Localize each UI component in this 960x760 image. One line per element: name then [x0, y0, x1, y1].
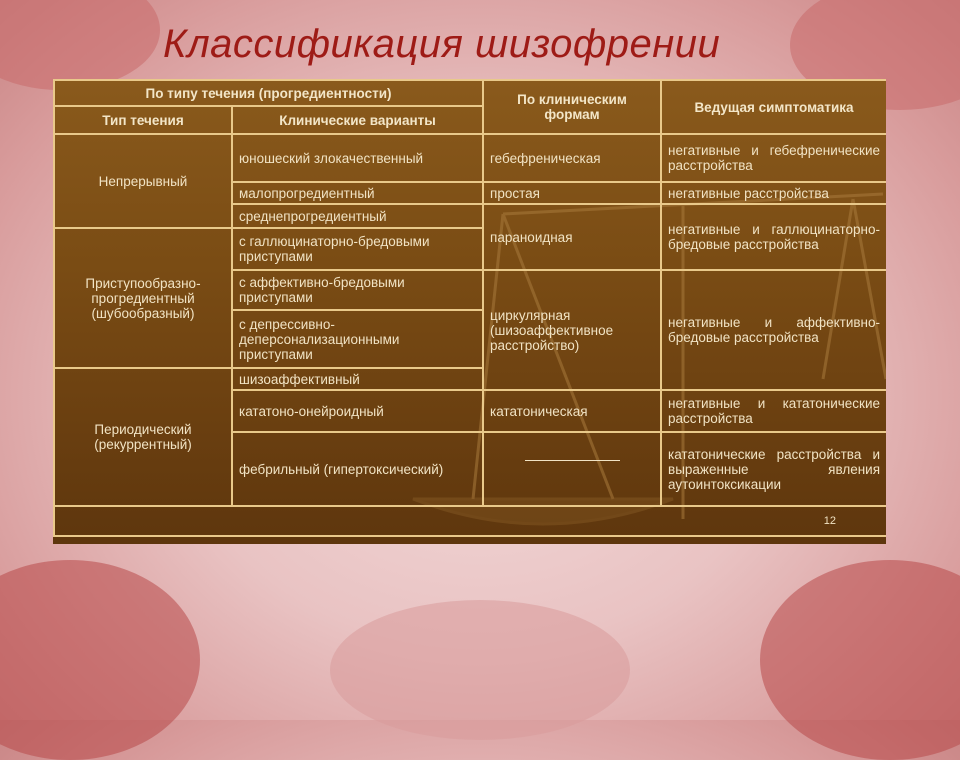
background-decoration	[760, 560, 960, 760]
variant-depressive-depersonalization: с депрессивно-деперсонализационными приступами	[232, 310, 483, 368]
symptoms-febrile: кататонические расстройства и выраженные явления аутоинтоксикации	[661, 432, 886, 506]
background-decoration	[0, 0, 160, 90]
course-type-paroxysmal: Приступообразно-прогредиентный (шубообразный)	[54, 228, 232, 368]
classification-table	[53, 79, 886, 537]
symptoms-hebephrenic: негативные и гебефренические расстройства	[661, 134, 886, 182]
variant-schizoaffective: шизоаффективный	[232, 368, 483, 390]
form-febrile-empty	[483, 432, 661, 506]
form-paranoid: параноидная	[483, 204, 661, 270]
variant-low-progressive: малопрогредиентный	[232, 182, 483, 204]
symptoms-simple: негативные расстройства	[661, 182, 886, 204]
variant-catatono-oneiroid: кататоно-онейроидный	[232, 390, 483, 432]
course-type-periodic: Периодический (рекуррентный)	[54, 368, 232, 506]
page-number: 12	[54, 506, 886, 536]
variant-medium-progressive: среднепрогредиентный	[232, 204, 483, 228]
form-circular: циркулярная (шизоаффективное расстройство)	[483, 270, 661, 390]
background-decoration	[0, 560, 200, 760]
variant-febrile: фебрильный (гипертоксический)	[232, 432, 483, 506]
symptoms-catatonic: негативные и кататонические расстройства	[661, 390, 886, 432]
slide-title: Классификация шизофрении	[163, 22, 721, 66]
header-course-group: По типу течения (прогредиентности)	[54, 80, 483, 106]
header-leading-symptoms: Ведущая симптоматика	[661, 80, 886, 134]
variant-affective-delusional: с аффективно-бредовыми приступами	[232, 270, 483, 310]
symptoms-paranoid: негативные и галлюцинаторно-бредовые расстройства	[661, 204, 886, 270]
dash-divider	[525, 460, 620, 461]
symptoms-circular: негативные и аффективно-бредовые расстройства	[661, 270, 886, 390]
header-clinical-variants: Клинические варианты	[232, 106, 483, 134]
header-clinical-forms: По клиническим формам	[483, 80, 661, 134]
variant-hallucinatory-delusional: с галлюцинаторно-бредовыми приступами	[232, 228, 483, 270]
form-simple: простая	[483, 182, 661, 204]
course-type-continuous: Непрерывный	[54, 134, 232, 228]
form-catatonic: кататоническая	[483, 390, 661, 432]
background-decoration	[330, 600, 630, 740]
variant-juvenile-malignant: юношеский злокачественный	[232, 134, 483, 182]
table-panel	[53, 79, 886, 544]
form-hebephrenic: гебефреническая	[483, 134, 661, 182]
header-course-type: Тип течения	[54, 106, 232, 134]
